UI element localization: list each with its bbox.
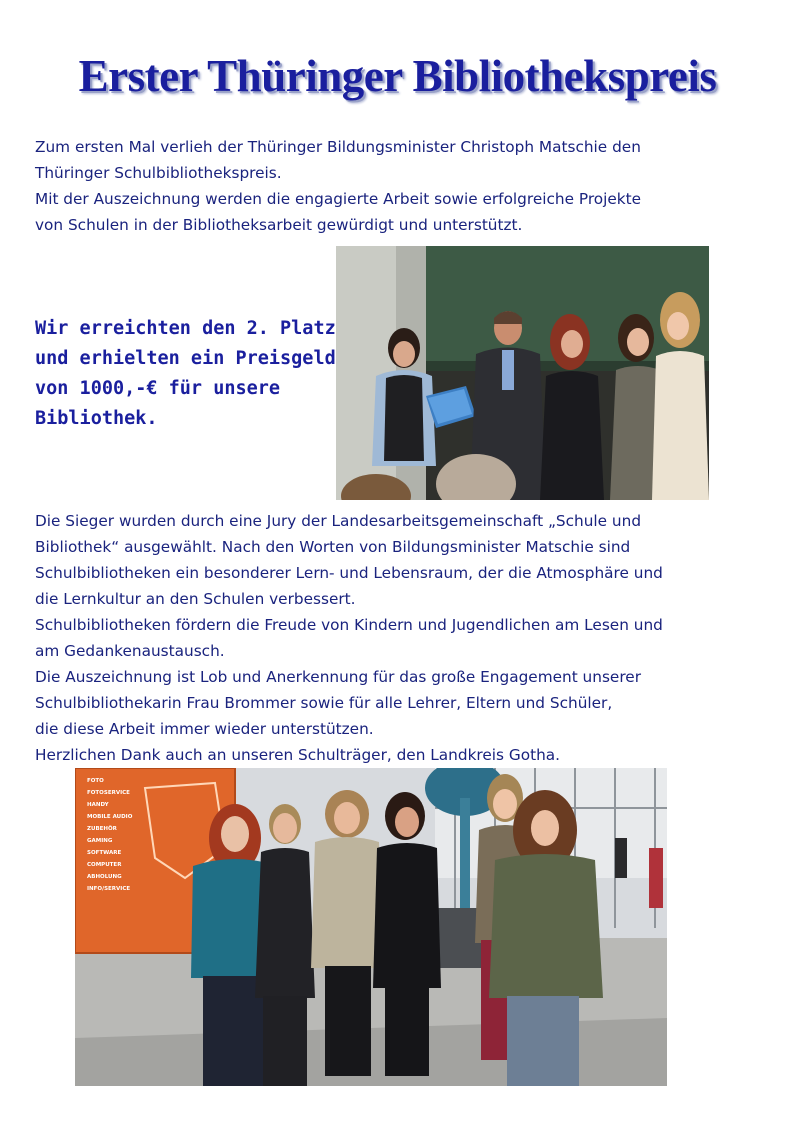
sign-line: ABHOLUNG [87,874,122,880]
prize-highlight [35,314,335,434]
body-line: am Gedankenaustausch. [35,642,225,660]
highlight-line: Bibliothek. [35,408,158,429]
intro-line: Thüringer Schulbibliothekspreis. [35,164,282,182]
body-paragraph [35,508,663,768]
intro-line: Mit der Auszeichnung werden die engagierte Arbeit sowie erfolgreiche Projekte [35,190,642,208]
intro-paragraph [35,134,641,238]
intro-line: Zum ersten Mal verlieh der Thüringer Bildungsminister Christoph Matschie den [35,138,641,156]
body-line: Herzlichen Dank auch an unseren Schulträger, den Landkreis Gotha. [35,746,561,764]
group-photo [75,768,667,1086]
highlight-line: und erhielten ein Preisgeld [35,348,336,369]
page-title: Erster Thüringer Bibliothekspreis [78,51,717,101]
sign-line: SOFTWARE [87,850,122,856]
body-line: Schulbibliotheken fördern die Freude von Kindern und Jugendlichen am Lesen und [35,616,663,634]
sign-line: INFO/SERVICE [87,886,131,892]
body-line: die diese Arbeit immer wieder unterstützen. [35,720,374,738]
body-line: Die Auszeichnung ist Lob und Anerkennung für das große Engagement unserer [35,668,641,686]
sign-line: HANDY [87,802,109,808]
body-line: Bibliothek“ ausgewählt. Nach den Worten von Bildungsminister Matschie sind [35,538,631,556]
sign-line: MOBILE AUDIO [87,814,133,820]
sign-line: ZUBEHÖR [87,826,117,832]
sign-line: FOTO [87,778,104,784]
body-line: Schulbibliothekarin Frau Brommer sowie für alle Lehrer, Eltern und Schüler, [35,694,613,712]
sign-line: FOTOSERVICE [87,790,130,796]
highlight-line: von 1000,-€ für unsere [35,378,281,399]
intro-line: von Schulen in der Bibliotheksarbeit gewürdigt und unterstützt. [35,216,523,234]
sign-line: GAMING [87,838,113,844]
highlight-line: Wir erreichten den 2. Platz [35,318,336,339]
body-line: Die Sieger wurden durch eine Jury der Landesarbeitsgemeinschaft „Schule und [35,512,642,530]
award-ceremony-photo [336,246,709,500]
body-line: die Lernkultur an den Schulen verbessert. [35,590,356,608]
sign-line: COMPUTER [87,862,122,868]
body-line: Schulbibliotheken ein besonderer Lern- und Lebensraum, der die Atmosphäre und [35,564,663,582]
